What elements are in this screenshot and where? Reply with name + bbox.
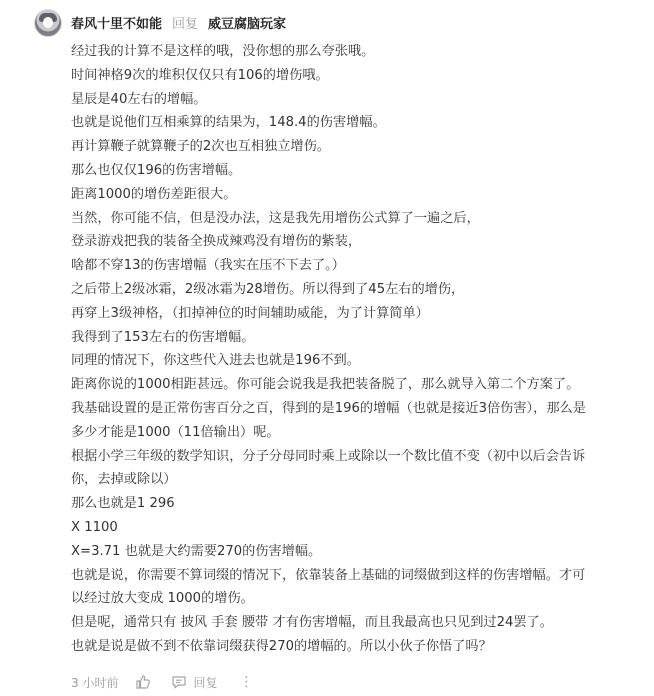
comment-text-line: 也就是说，你需要不算词缀的情况下，依靠装备上基础的词缀做到这样的伤害增幅。才可 <box>71 567 586 583</box>
comment-text-line: 多少才能是1000（11倍输出）呢。 <box>71 424 280 440</box>
comment-text-line: 距离1000的增伤差距很大。 <box>71 186 237 202</box>
comment-text-line: 再穿上3级神格，（扣掉神位的时间辅助威能，为了计算简单） <box>71 305 429 321</box>
comment-text-line: 那么也仅仅196的伤害增幅。 <box>71 162 242 178</box>
reply-button-label: 回复 <box>193 675 218 690</box>
reply-button[interactable] <box>170 673 217 691</box>
more-options-icon[interactable]: ⋮ <box>239 674 255 690</box>
comment-text-line: 我得到了153左右的伤害增幅。 <box>71 329 255 345</box>
reply-indicator: 回复 <box>172 16 199 32</box>
reply-target-name[interactable]: 威豆腐脑玩家 <box>208 16 287 32</box>
comment-text-line: 星辰是40左右的增幅。 <box>71 91 207 107</box>
comment-time: 3 小时前 <box>71 675 119 690</box>
comment-text-line: 登录游戏把我的装备全换成辣鸡没有增伤的紫装， <box>71 234 362 250</box>
comment-text-line: 距离你说的1000相距甚远。你可能会说我是我把装备脱了，那么就导入第二个方案了。 <box>71 377 580 393</box>
comment-text-line: 那么也就是1 296 <box>71 496 175 512</box>
comment-text-line: 啥都不穿13的伤害增幅（我实在压不下去了。） <box>71 258 345 274</box>
thumbs-up-icon[interactable] <box>134 673 152 691</box>
comment-header <box>71 12 286 32</box>
comment-text-line: 同理的情况下，你这些代入进去也就是196不到。 <box>71 353 360 369</box>
comment-text-line: 你，去掉或除以） <box>71 472 177 488</box>
comment-body <box>71 40 646 659</box>
comment-text-line: 也就是说他们互相乘算的结果为，148.4的伤害增幅。 <box>71 115 386 131</box>
author-name[interactable]: 春风十里不如能 <box>71 16 163 32</box>
avatar[interactable] <box>34 9 62 37</box>
comment-text-line: 以经过放大变成 1000的增伤。 <box>71 591 254 607</box>
comment-text-line: 当然，你可能不信，但是没办法，这是我先用增伤公式算了一遍之后， <box>71 210 480 226</box>
comment-text-line: 再计算鞭子就算鞭子的2次也互相独立增伤。 <box>71 139 330 155</box>
avatar-face <box>43 17 53 28</box>
comment-text-line: X 1100 <box>71 519 118 535</box>
chat-bubble-icon <box>170 673 188 691</box>
comment-text-line: 但是呢，通常只有 披风 手套 腰带 才有伤害增幅，而且我最高也只见到过24罢了。 <box>71 615 553 631</box>
comment-text-line: 经过我的计算不是这样的哦，没你想的那么夸张哦。 <box>71 44 375 59</box>
comment-text-line: 根据小学三年级的数学知识，分子分母同时乘上或除以一个数比值不变（初中以后会告诉 <box>71 448 586 464</box>
comment-text-line: X=3.71 也就是大约需要270的伤害增幅。 <box>71 543 322 559</box>
comment-text-line: 我基础设置的是正常伤害百分之百，得到的是196的增幅（也就是接近3倍伤害），那么是 <box>71 400 586 416</box>
comment-text-line: 时间神格9次的堆积仅仅只有106的增伤哦。 <box>71 67 329 83</box>
comment-text-line: 之后带上2级冰霜，2级冰霜为28增伤。所以得到了45左右的增伤， <box>71 281 465 297</box>
comment-footer <box>71 672 254 692</box>
comment-text-line: 也就是说是做不到不依靠词缀获得270的增幅的。所以小伙子你悟了吗？ <box>71 638 492 654</box>
